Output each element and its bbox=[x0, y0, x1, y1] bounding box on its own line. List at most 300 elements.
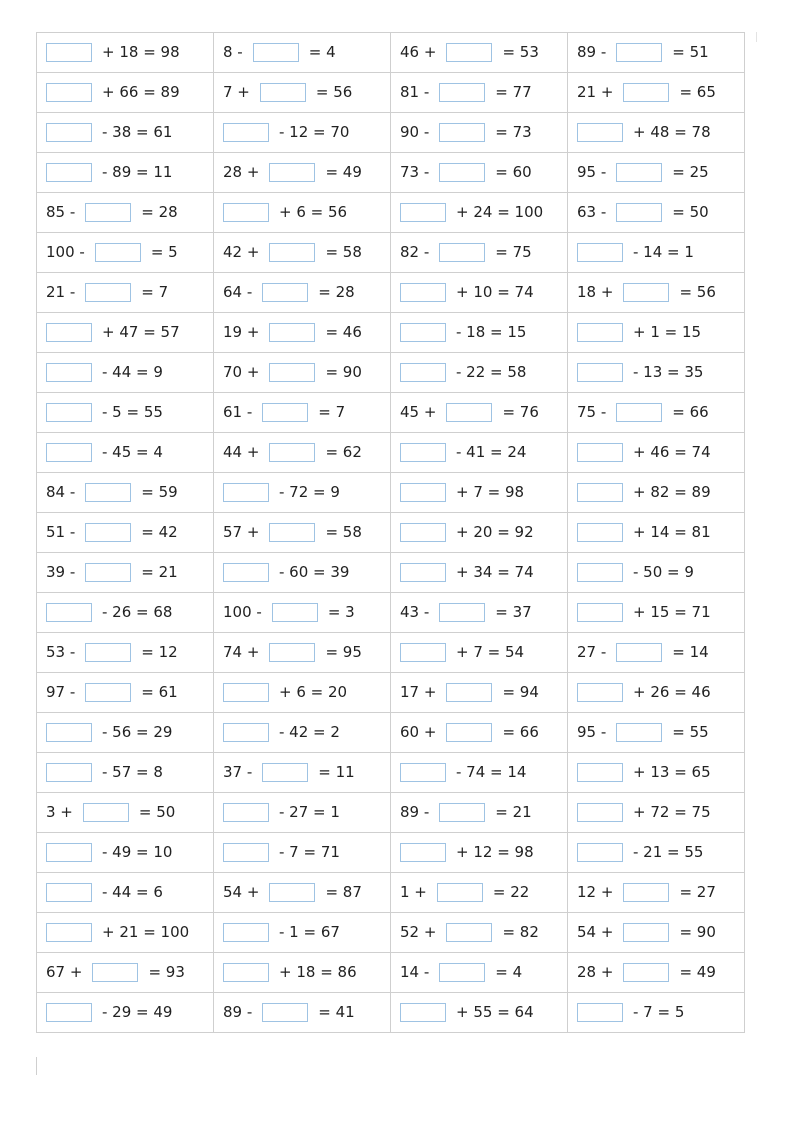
answer-box[interactable] bbox=[577, 483, 623, 502]
equation-left-text: 60 + bbox=[400, 723, 437, 741]
equation-cell bbox=[37, 433, 214, 473]
equation-right-text: = 21 bbox=[141, 563, 178, 581]
answer-box[interactable] bbox=[85, 643, 131, 662]
equation-right-text: + 66 = 89 bbox=[102, 83, 180, 101]
equation-cell bbox=[214, 393, 391, 433]
equation-left-text: 67 + bbox=[46, 963, 83, 981]
equation-cell bbox=[568, 873, 745, 913]
answer-box[interactable] bbox=[437, 883, 483, 902]
answer-box[interactable] bbox=[400, 203, 446, 222]
equation-right-text: = 51 bbox=[672, 43, 709, 61]
answer-box[interactable] bbox=[577, 763, 623, 782]
equation-right-text: + 12 = 98 bbox=[456, 843, 534, 861]
equation-right-text: + 26 = 46 bbox=[633, 683, 711, 701]
equation-right-text: = 73 bbox=[495, 123, 532, 141]
equation-right-text: - 60 = 39 bbox=[279, 563, 350, 581]
equation-left-text: 14 - bbox=[400, 963, 430, 981]
equation-cell bbox=[391, 153, 568, 193]
answer-box[interactable] bbox=[85, 203, 131, 222]
equation-cell bbox=[391, 193, 568, 233]
equation-left-text: 97 - bbox=[46, 683, 76, 701]
answer-box[interactable] bbox=[269, 243, 315, 262]
equation-right-text: - 27 = 1 bbox=[279, 803, 340, 821]
equation-cell bbox=[214, 913, 391, 953]
table-row bbox=[37, 593, 745, 633]
answer-box[interactable] bbox=[85, 523, 131, 542]
equation-left-text: 3 + bbox=[46, 803, 73, 821]
answer-box[interactable] bbox=[446, 43, 492, 62]
equation-right-text: - 1 = 67 bbox=[279, 923, 340, 941]
equation-left-text: 84 - bbox=[46, 483, 76, 501]
equation-right-text: - 41 = 24 bbox=[456, 443, 527, 461]
equation-left-text: 12 + bbox=[577, 883, 614, 901]
answer-box[interactable] bbox=[223, 683, 269, 702]
equation-right-text: + 18 = 98 bbox=[102, 43, 180, 61]
equation-cell bbox=[391, 633, 568, 673]
equation-right-text: = 77 bbox=[495, 83, 532, 101]
equation-left-text: 17 + bbox=[400, 683, 437, 701]
equation-right-text: = 42 bbox=[141, 523, 178, 541]
equation-right-text: - 29 = 49 bbox=[102, 1003, 173, 1021]
equation-left-text: 54 + bbox=[223, 883, 260, 901]
equation-left-text: 1 + bbox=[400, 883, 427, 901]
equation-left-text: 54 + bbox=[577, 923, 614, 941]
table-row bbox=[37, 153, 745, 193]
answer-box[interactable] bbox=[439, 123, 485, 142]
answer-box[interactable] bbox=[92, 963, 138, 982]
equation-cell bbox=[391, 953, 568, 993]
table-row bbox=[37, 193, 745, 233]
answer-box[interactable] bbox=[616, 163, 662, 182]
equation-right-text: = 60 bbox=[495, 163, 532, 181]
equation-left-text: 42 + bbox=[223, 243, 260, 261]
equation-cell bbox=[568, 313, 745, 353]
equation-cell bbox=[214, 473, 391, 513]
table-row bbox=[37, 353, 745, 393]
equation-cell bbox=[37, 33, 214, 73]
equation-right-text: = 75 bbox=[495, 243, 532, 261]
equation-cell bbox=[214, 713, 391, 753]
answer-box[interactable] bbox=[223, 843, 269, 862]
equation-cell bbox=[37, 113, 214, 153]
equation-right-text: = 14 bbox=[672, 643, 709, 661]
equation-right-text: - 21 = 55 bbox=[633, 843, 704, 861]
answer-box[interactable] bbox=[46, 363, 92, 382]
equation-right-text: = 22 bbox=[492, 883, 530, 901]
equation-cell bbox=[568, 553, 745, 593]
equation-cell bbox=[391, 313, 568, 353]
equation-left-text: 45 + bbox=[400, 403, 437, 421]
answer-box[interactable] bbox=[260, 83, 306, 102]
answer-box[interactable] bbox=[46, 123, 92, 142]
equation-right-text: = 95 bbox=[325, 643, 362, 661]
equation-right-text: = 7 bbox=[141, 283, 169, 301]
equation-right-text: = 59 bbox=[141, 483, 178, 501]
equation-cell bbox=[214, 593, 391, 633]
answer-box[interactable] bbox=[577, 523, 623, 542]
equation-right-text: = 65 bbox=[679, 83, 716, 101]
equation-left-text: 82 - bbox=[400, 243, 430, 261]
equation-cell bbox=[568, 193, 745, 233]
equation-right-text: - 18 = 15 bbox=[456, 323, 527, 341]
equation-cell bbox=[37, 793, 214, 833]
equation-cell bbox=[391, 73, 568, 113]
answer-box[interactable] bbox=[446, 923, 492, 942]
equation-right-text: + 46 = 74 bbox=[633, 443, 711, 461]
answer-box[interactable] bbox=[623, 83, 669, 102]
equation-cell bbox=[568, 593, 745, 633]
answer-box[interactable] bbox=[262, 1003, 308, 1022]
equation-left-text: 100 - bbox=[223, 603, 262, 621]
equation-cell bbox=[568, 33, 745, 73]
answer-box[interactable] bbox=[272, 603, 318, 622]
answer-box[interactable] bbox=[223, 483, 269, 502]
equation-right-text: - 38 = 61 bbox=[102, 123, 173, 141]
equation-left-text: 74 + bbox=[223, 643, 260, 661]
equation-cell bbox=[391, 33, 568, 73]
answer-box[interactable] bbox=[262, 283, 308, 302]
equation-cell bbox=[37, 193, 214, 233]
table-row bbox=[37, 953, 745, 993]
equation-right-text: + 18 = 86 bbox=[279, 963, 357, 981]
answer-box[interactable] bbox=[83, 803, 129, 822]
equation-cell bbox=[391, 273, 568, 313]
worksheet-table bbox=[36, 32, 745, 1033]
equation-right-text: = 90 bbox=[325, 363, 362, 381]
answer-box[interactable] bbox=[269, 523, 315, 542]
equation-right-text: + 6 = 20 bbox=[279, 683, 348, 701]
answer-box[interactable] bbox=[46, 403, 92, 422]
equation-left-text: 53 - bbox=[46, 643, 76, 661]
answer-box[interactable] bbox=[577, 1003, 623, 1022]
equation-right-text: = 55 bbox=[672, 723, 709, 741]
answer-box[interactable] bbox=[223, 123, 269, 142]
equation-cell bbox=[37, 393, 214, 433]
equation-cell bbox=[214, 873, 391, 913]
equation-left-text: 75 - bbox=[577, 403, 607, 421]
equation-cell bbox=[391, 793, 568, 833]
answer-box[interactable] bbox=[95, 243, 141, 262]
equation-cell bbox=[391, 673, 568, 713]
answer-box[interactable] bbox=[400, 643, 446, 662]
answer-box[interactable] bbox=[400, 843, 446, 862]
answer-box[interactable] bbox=[400, 483, 446, 502]
equation-cell bbox=[37, 513, 214, 553]
answer-box[interactable] bbox=[616, 403, 662, 422]
answer-box[interactable] bbox=[269, 163, 315, 182]
equation-right-text: = 58 bbox=[325, 243, 362, 261]
equation-left-text: 21 + bbox=[577, 83, 614, 101]
equation-cell bbox=[37, 993, 214, 1033]
answer-box[interactable] bbox=[400, 363, 446, 382]
equation-cell bbox=[37, 713, 214, 753]
answer-box[interactable] bbox=[46, 83, 92, 102]
equation-right-text: - 74 = 14 bbox=[456, 763, 527, 781]
equation-cell bbox=[214, 353, 391, 393]
answer-box[interactable] bbox=[439, 243, 485, 262]
equation-cell bbox=[568, 753, 745, 793]
equation-cell bbox=[37, 833, 214, 873]
equation-cell bbox=[391, 353, 568, 393]
equation-right-text: = 12 bbox=[141, 643, 178, 661]
answer-box[interactable] bbox=[85, 563, 131, 582]
equation-left-text: 89 - bbox=[223, 1003, 253, 1021]
equation-right-text: - 13 = 35 bbox=[633, 363, 704, 381]
answer-box[interactable] bbox=[439, 603, 485, 622]
equation-right-text: + 47 = 57 bbox=[102, 323, 180, 341]
equation-right-text: + 20 = 92 bbox=[456, 523, 534, 541]
answer-box[interactable] bbox=[577, 363, 623, 382]
table-row bbox=[37, 793, 745, 833]
equation-left-text: 90 - bbox=[400, 123, 430, 141]
equation-right-text: - 50 = 9 bbox=[633, 563, 694, 581]
answer-box[interactable] bbox=[400, 763, 446, 782]
equation-right-text: = 90 bbox=[679, 923, 716, 941]
answer-box[interactable] bbox=[577, 123, 623, 142]
equation-cell bbox=[568, 153, 745, 193]
answer-box[interactable] bbox=[616, 43, 662, 62]
equation-right-text: = 56 bbox=[315, 83, 353, 101]
equation-right-text: - 12 = 70 bbox=[279, 123, 350, 141]
equation-cell bbox=[214, 833, 391, 873]
equation-right-text: = 41 bbox=[318, 1003, 355, 1021]
equation-right-text: + 15 = 71 bbox=[633, 603, 711, 621]
answer-box[interactable] bbox=[623, 963, 669, 982]
answer-box[interactable] bbox=[46, 763, 92, 782]
equation-cell bbox=[568, 993, 745, 1033]
equation-cell bbox=[568, 233, 745, 273]
table-row bbox=[37, 633, 745, 673]
answer-box[interactable] bbox=[223, 723, 269, 742]
answer-box[interactable] bbox=[577, 803, 623, 822]
equation-cell bbox=[391, 113, 568, 153]
equation-cell bbox=[37, 593, 214, 633]
answer-box[interactable] bbox=[446, 683, 492, 702]
answer-box[interactable] bbox=[46, 43, 92, 62]
table-row bbox=[37, 873, 745, 913]
answer-box[interactable] bbox=[400, 563, 446, 582]
equation-right-text: = 94 bbox=[502, 683, 539, 701]
equation-cell bbox=[214, 73, 391, 113]
table-border-line bbox=[36, 1057, 37, 1075]
equation-left-text: 28 + bbox=[223, 163, 260, 181]
equation-right-text: + 72 = 75 bbox=[633, 803, 711, 821]
equation-left-text: 95 - bbox=[577, 723, 607, 741]
equation-cell bbox=[214, 793, 391, 833]
answer-box[interactable] bbox=[85, 683, 131, 702]
equation-right-text: = 21 bbox=[495, 803, 532, 821]
equation-right-text: - 72 = 9 bbox=[279, 483, 340, 501]
answer-box[interactable] bbox=[223, 203, 269, 222]
answer-box[interactable] bbox=[446, 723, 492, 742]
answer-box[interactable] bbox=[577, 603, 623, 622]
equation-cell bbox=[568, 793, 745, 833]
answer-box[interactable] bbox=[46, 443, 92, 462]
equation-cell bbox=[391, 593, 568, 633]
answer-box[interactable] bbox=[446, 403, 492, 422]
equation-right-text: - 5 = 55 bbox=[102, 403, 163, 421]
equation-left-text: 89 - bbox=[400, 803, 430, 821]
table-row bbox=[37, 73, 745, 113]
equation-right-text: = 50 bbox=[672, 203, 709, 221]
table-row bbox=[37, 233, 745, 273]
answer-box[interactable] bbox=[85, 283, 131, 302]
equation-right-text: = 37 bbox=[495, 603, 532, 621]
equation-right-text: - 7 = 71 bbox=[279, 843, 340, 861]
equation-right-text: = 66 bbox=[672, 403, 709, 421]
equation-left-text: 70 + bbox=[223, 363, 260, 381]
equation-right-text: = 25 bbox=[672, 163, 709, 181]
equation-right-text: - 14 = 1 bbox=[633, 243, 694, 261]
answer-box[interactable] bbox=[400, 323, 446, 342]
answer-box[interactable] bbox=[577, 843, 623, 862]
answer-box[interactable] bbox=[223, 563, 269, 582]
equation-right-text: + 7 = 98 bbox=[456, 483, 525, 501]
answer-box[interactable] bbox=[46, 603, 92, 622]
equation-left-text: 52 + bbox=[400, 923, 437, 941]
answer-box[interactable] bbox=[46, 723, 92, 742]
answer-box[interactable] bbox=[623, 923, 669, 942]
equation-left-text: 46 + bbox=[400, 43, 437, 61]
equation-right-text: = 93 bbox=[148, 963, 185, 981]
equation-right-text: + 1 = 15 bbox=[633, 323, 702, 341]
answer-box[interactable] bbox=[623, 883, 669, 902]
equation-right-text: + 10 = 74 bbox=[456, 283, 534, 301]
equation-left-text: 39 - bbox=[46, 563, 76, 581]
equation-right-text: = 58 bbox=[325, 523, 362, 541]
equation-cell bbox=[391, 913, 568, 953]
equation-right-text: = 66 bbox=[502, 723, 539, 741]
answer-box[interactable] bbox=[269, 363, 315, 382]
table-row bbox=[37, 513, 745, 553]
equation-right-text: - 56 = 29 bbox=[102, 723, 173, 741]
answer-box[interactable] bbox=[269, 883, 315, 902]
equation-right-text: + 34 = 74 bbox=[456, 563, 534, 581]
answer-box[interactable] bbox=[400, 1003, 446, 1022]
equation-cell bbox=[568, 433, 745, 473]
equation-right-text: = 62 bbox=[325, 443, 362, 461]
answer-box[interactable] bbox=[262, 763, 308, 782]
equation-cell bbox=[214, 753, 391, 793]
answer-box[interactable] bbox=[439, 803, 485, 822]
equation-left-text: 43 - bbox=[400, 603, 430, 621]
answer-box[interactable] bbox=[577, 323, 623, 342]
equation-right-text: = 5 bbox=[150, 243, 178, 261]
equation-left-text: 8 - bbox=[223, 43, 243, 61]
equation-cell bbox=[37, 873, 214, 913]
answer-box[interactable] bbox=[46, 883, 92, 902]
answer-box[interactable] bbox=[46, 923, 92, 942]
answer-box[interactable] bbox=[269, 323, 315, 342]
equation-right-text: = 27 bbox=[679, 883, 716, 901]
answer-box[interactable] bbox=[46, 323, 92, 342]
table-row bbox=[37, 833, 745, 873]
answer-box[interactable] bbox=[269, 443, 315, 462]
table-row bbox=[37, 113, 745, 153]
equation-right-text: = 49 bbox=[679, 963, 716, 981]
answer-box[interactable] bbox=[223, 803, 269, 822]
equation-left-text: 95 - bbox=[577, 163, 607, 181]
equation-right-text: + 48 = 78 bbox=[633, 123, 711, 141]
equation-left-text: 85 - bbox=[46, 203, 76, 221]
answer-box[interactable] bbox=[253, 43, 299, 62]
equation-right-text: - 44 = 9 bbox=[102, 363, 163, 381]
equation-right-text: = 49 bbox=[325, 163, 362, 181]
answer-box[interactable] bbox=[400, 523, 446, 542]
equation-cell bbox=[37, 233, 214, 273]
equation-cell bbox=[391, 713, 568, 753]
answer-box[interactable] bbox=[46, 1003, 92, 1022]
answer-box[interactable] bbox=[400, 283, 446, 302]
answer-box[interactable] bbox=[616, 203, 662, 222]
answer-box[interactable] bbox=[269, 643, 315, 662]
equation-cell bbox=[391, 993, 568, 1033]
answer-box[interactable] bbox=[439, 163, 485, 182]
equation-cell bbox=[37, 633, 214, 673]
answer-box[interactable] bbox=[616, 643, 662, 662]
answer-box[interactable] bbox=[400, 443, 446, 462]
equation-left-text: 64 - bbox=[223, 283, 253, 301]
answer-box[interactable] bbox=[85, 483, 131, 502]
equation-cell bbox=[214, 313, 391, 353]
answer-box[interactable] bbox=[223, 963, 269, 982]
equation-right-text: = 76 bbox=[502, 403, 539, 421]
equation-cell bbox=[391, 473, 568, 513]
equation-cell bbox=[214, 433, 391, 473]
table-row bbox=[37, 473, 745, 513]
table-row bbox=[37, 313, 745, 353]
equation-right-text: = 82 bbox=[502, 923, 539, 941]
answer-box[interactable] bbox=[46, 163, 92, 182]
equation-left-text: 57 + bbox=[223, 523, 260, 541]
equation-right-text: - 57 = 8 bbox=[102, 763, 163, 781]
equation-right-text: + 14 = 81 bbox=[633, 523, 711, 541]
equation-cell bbox=[391, 433, 568, 473]
table-row bbox=[37, 993, 745, 1033]
equation-right-text: + 21 = 100 bbox=[102, 923, 190, 941]
answer-box[interactable] bbox=[577, 563, 623, 582]
equation-left-text: 73 - bbox=[400, 163, 430, 181]
equation-cell bbox=[391, 553, 568, 593]
answer-box[interactable] bbox=[623, 283, 669, 302]
equation-cell bbox=[568, 513, 745, 553]
equation-cell bbox=[37, 913, 214, 953]
equation-cell bbox=[568, 953, 745, 993]
equation-right-text: = 4 bbox=[308, 43, 336, 61]
answer-box[interactable] bbox=[439, 963, 485, 982]
answer-box[interactable] bbox=[46, 843, 92, 862]
equation-cell bbox=[214, 113, 391, 153]
equation-left-text: 21 - bbox=[46, 283, 76, 301]
table-row bbox=[37, 673, 745, 713]
answer-box[interactable] bbox=[616, 723, 662, 742]
equation-cell bbox=[37, 73, 214, 113]
equation-right-text: - 49 = 10 bbox=[102, 843, 173, 861]
answer-box[interactable] bbox=[223, 923, 269, 942]
answer-box[interactable] bbox=[577, 443, 623, 462]
equation-left-text: 89 - bbox=[577, 43, 607, 61]
answer-box[interactable] bbox=[577, 243, 623, 262]
answer-box[interactable] bbox=[439, 83, 485, 102]
equation-right-text: = 11 bbox=[318, 763, 355, 781]
table-row bbox=[37, 393, 745, 433]
equation-right-text: = 7 bbox=[318, 403, 346, 421]
equation-left-text: 28 + bbox=[577, 963, 614, 981]
equation-cell bbox=[568, 673, 745, 713]
equation-cell bbox=[568, 353, 745, 393]
answer-box[interactable] bbox=[262, 403, 308, 422]
answer-box[interactable] bbox=[577, 683, 623, 702]
